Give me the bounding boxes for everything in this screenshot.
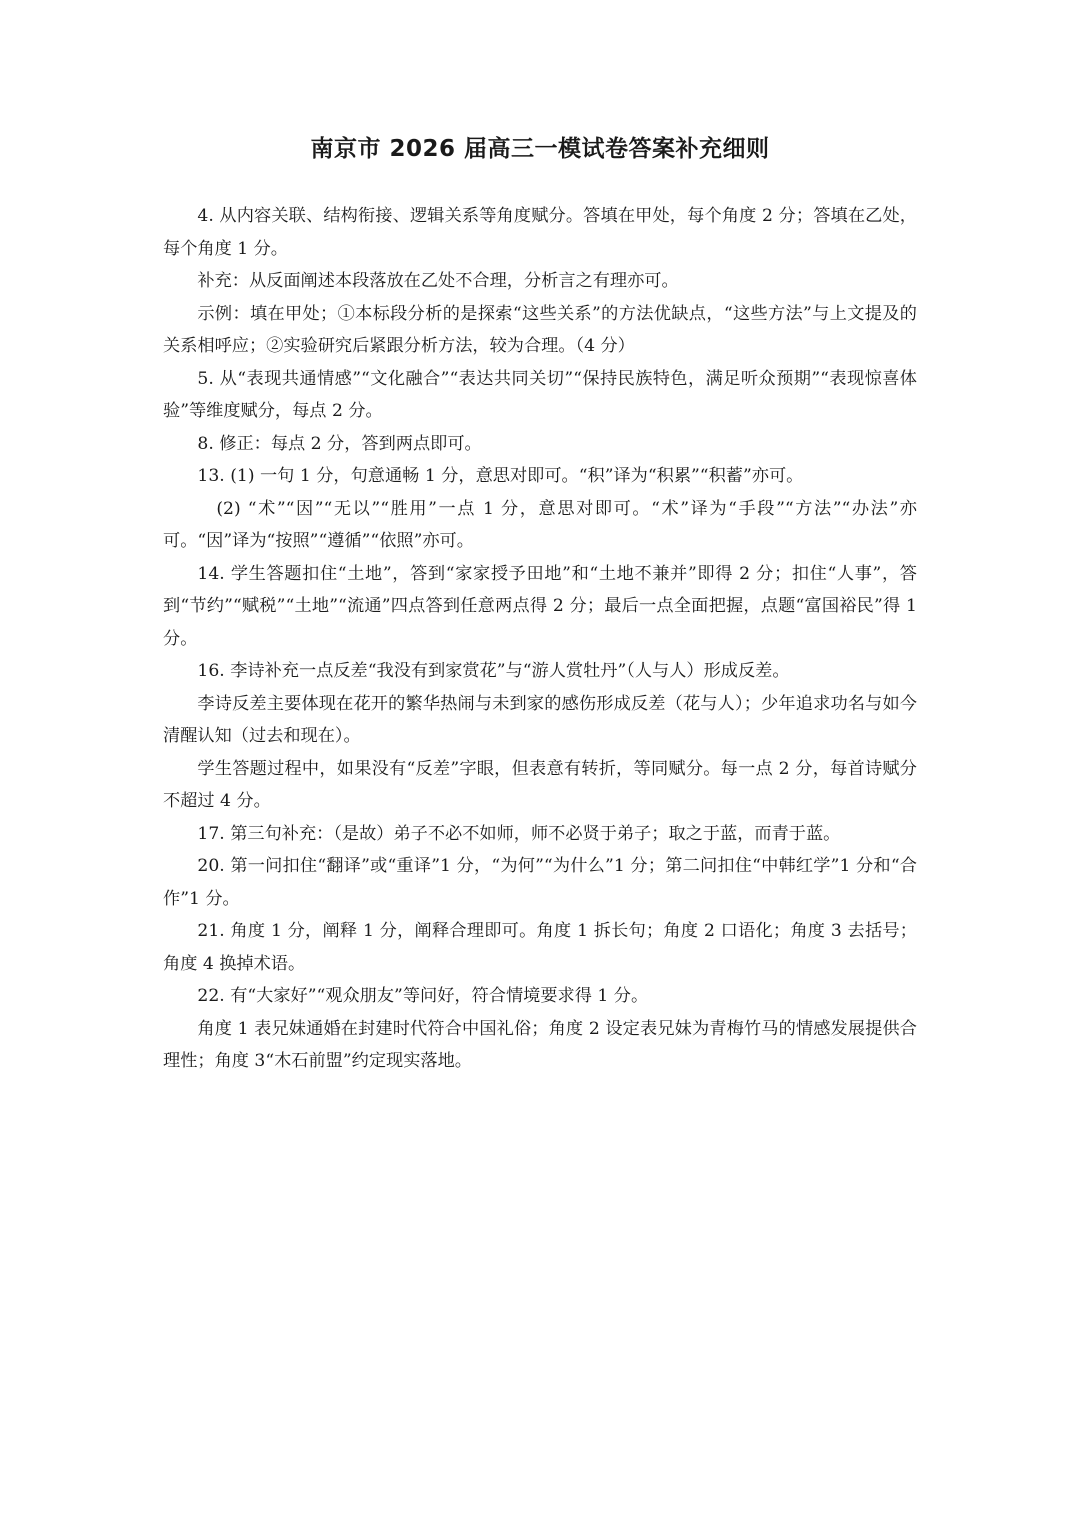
paragraph-q16-contrast: 李诗反差主要体现在花开的繁华热闹与未到家的感伤形成反差（花与人）；少年追求功名与如今清醒认知（过去和现在）。 [163,693,917,746]
paragraph-q13-1: 13. (1) 一句 1 分，句意通畅 1 分，意思对即可。“积”译为“积累”“积蓄”亦可。 [197,466,804,486]
paragraph-q13-2: (2) “术”“因”“无以”“胜用”一点 1 分，意思对即可。“术”译为“手段”“方法”“办法”亦可。“因”译为“按照”“遵循”“依照”亦可。 [163,498,917,551]
paragraph-q4-example: 示例：填在甲处；①本标段分析的是探索“这些关系”的方法优缺点，“这些方法”与上文提及的关系相呼应；②实验研究后紧跟分析方法，较为合理。（4 分） [163,303,917,356]
paragraph-q17: 17. 第三句补充：（是故）弟子不必不如师，师不必贤于弟子；取之于蓝，而青于蓝。 [197,823,841,844]
document-title: 南京市 2026 届高三一模试卷答案补充细则 [310,136,770,162]
paragraph-q22-angles: 角度 1 表兄妹通婚在封建时代符合中国礼俗；角度 2 设定表兄妹为青梅竹马的情感发展提供合理性；角度 3“木石前盟”约定现实落地。 [163,1018,917,1071]
paragraph-q16-scoring: 学生答题过程中，如果没有“反差”字眼，但表意有转折，等同赋分。每一点 2 分，每首诗赋分不超过 4 分。 [163,758,917,811]
paragraph-q16: 16. 李诗补充一点反差“我没有到家赏花”与“游人赏牡丹”（人与人）形成反差。 [197,661,790,681]
document-body [163,200,917,1078]
paragraph-q4: 4. 从内容关联、结构衔接、逻辑关系等角度赋分。答填在甲处，每个角度 2 分；答填在乙处，每个角度 1 分。 [163,206,917,259]
paragraph-q4-supplement: 补充：从反面阐述本段落放在乙处不合理，分析言之有理亦可。 [197,271,679,291]
paragraph-q20: 20. 第一问扣住“翻译”或“重译”1 分，“为何”“为什么”1 分；第二问扣住“中韩红学”1 分和“合作”1 分。 [163,856,917,909]
paragraph-q8: 8. 修正：每点 2 分，答到两点即可。 [197,433,482,454]
paragraph-q22: 22. 有“大家好”“观众朋友”等问好，符合情境要求得 1 分。 [197,986,649,1006]
paragraph-q14: 14. 学生答题扣住“土地”，答到“家家授予田地”和“土地不兼并”即得 2 分；扣住“人事”，答到“节约”“赋税”“土地”“流通”四点答到任意两点得 2 分；最后一点全面把握，点题“富国裕民”得 1 分。 [163,563,917,649]
paragraph-q21: 21. 角度 1 分，阐释 1 分，阐释合理即可。角度 1 拆长句；角度 2 口语化；角度 3 去括号；角度 4 换掉术语。 [163,921,917,974]
paragraph-q5: 5. 从“表现共通情感”“文化融合”“表达共同关切”“保持民族特色，满足听众预期”“表现惊喜体验”等维度赋分，每点 2 分。 [163,368,917,421]
